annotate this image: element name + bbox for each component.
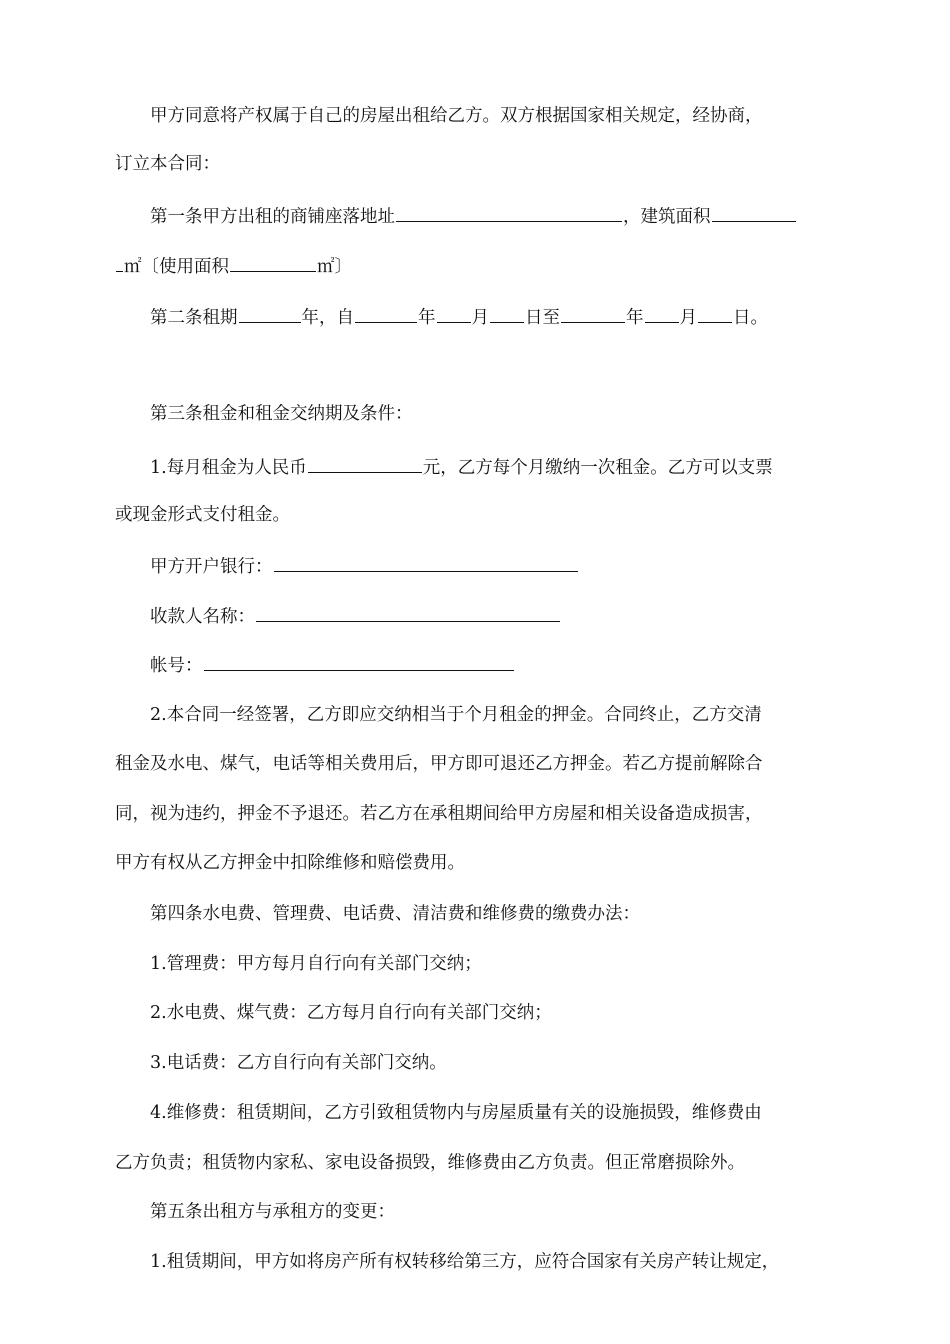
area-blank[interactable]	[712, 203, 796, 222]
article-4-item-4-line-1: 4.维修费：租赁期间，乙方引致租赁物内与房屋质量有关的设施损毁，维修费由	[150, 1103, 762, 1123]
article-2-from-label: 年，自	[301, 308, 354, 328]
account-label: 帐号：	[150, 656, 203, 676]
article-4-title: 第四条水电费、管理费、电话费、清洁费和维修费的缴费办法：	[150, 904, 640, 924]
article-4-item-2: 2.水电费、煤气费：乙方每月自行向有关部门交纳；	[150, 1003, 552, 1023]
rent-amount-blank[interactable]	[308, 454, 422, 473]
end-day-blank[interactable]	[698, 304, 732, 323]
area-blank-continued[interactable]	[116, 253, 123, 272]
article-4-item-1: 1.管理费：甲方每月自行向有关部门交纳；	[150, 954, 482, 974]
bank-line	[150, 553, 840, 579]
payee-line	[150, 603, 840, 629]
article-3-item-2-line-1: 2.本合同一经签署，乙方即应交纳相当于个月租金的押金。合同终止，乙方交清	[150, 705, 762, 725]
article-4-item-3: 3.电话费：乙方自行向有关部门交纳。	[150, 1053, 447, 1073]
article-2-month-label: 月	[471, 308, 489, 328]
article-4-item-4-line-2: 乙方负责；租赁物内家私、家电设备损毁，维修费由乙方负责。但正常磨损除外。	[115, 1153, 745, 1173]
intro-line-1: 甲方同意将产权属于自己的房屋出租给乙方。双方根据国家相关规定，经协商，	[150, 106, 763, 126]
article-2-term-label: 第二条租期	[150, 308, 238, 328]
account-blank[interactable]	[204, 652, 514, 671]
article-3-item-1-line-1	[150, 454, 840, 480]
account-line	[150, 652, 840, 678]
term-years-blank[interactable]	[239, 304, 301, 323]
usable-area-blank[interactable]	[230, 253, 316, 272]
article-2-year-label: 年	[418, 308, 436, 328]
rent-terms-text: 元，乙方每个月缴纳一次租金。乙方可以支票	[422, 458, 773, 478]
article-1-area-label: ，建筑面积	[623, 207, 711, 227]
article-3-item-2-line-3: 同，视为违约，押金不予退还。若乙方在承租期间给甲方房屋和相关设备造成损害，	[115, 804, 763, 824]
article-3-item-1-line-2: 或现金形式支付租金。	[115, 505, 290, 525]
article-1-line-2	[115, 253, 840, 279]
article-5-item-1-line-1: 1.租赁期间，甲方如将房产所有权转移给第三方，应符合国家有关房产转让规定，	[150, 1252, 780, 1272]
article-1-unit: ㎡〕	[317, 257, 352, 277]
article-2-to-label: 日至	[525, 308, 560, 328]
payee-label: 收款人名称：	[150, 607, 255, 627]
bank-label: 甲方开户银行：	[150, 557, 273, 577]
start-day-blank[interactable]	[490, 304, 524, 323]
start-month-blank[interactable]	[437, 304, 471, 323]
end-year-blank[interactable]	[561, 304, 625, 323]
article-2-line	[150, 304, 840, 330]
article-1-usable-area-label: ㎡〔使用面积	[124, 257, 229, 277]
article-3-item-2-line-2: 租金及水电、煤气，电话等相关费用后，甲方即可退还乙方押金。若乙方提前解除合	[115, 754, 763, 774]
article-2-end-month-label: 月	[679, 308, 697, 328]
article-3-title: 第三条租金和租金交纳期及条件：	[150, 404, 413, 424]
end-month-blank[interactable]	[645, 304, 679, 323]
intro-line-2: 订立本合同：	[115, 154, 220, 174]
payee-blank[interactable]	[256, 603, 560, 622]
article-5-title: 第五条出租方与承租方的变更：	[150, 1202, 395, 1222]
article-2-end-day-label: 日。	[733, 308, 768, 328]
start-year-blank[interactable]	[355, 304, 417, 323]
bank-blank[interactable]	[274, 553, 578, 572]
article-1-address-label: 第一条甲方出租的商铺座落地址	[150, 207, 395, 227]
address-blank[interactable]	[396, 203, 622, 222]
article-3-item-2-line-4: 甲方有权从乙方押金中扣除维修和赔偿费用。	[115, 853, 465, 873]
article-2-end-year-label: 年	[626, 308, 644, 328]
article-1-line-1	[150, 203, 840, 229]
rent-label: 1.每月租金为人民币	[150, 458, 307, 478]
